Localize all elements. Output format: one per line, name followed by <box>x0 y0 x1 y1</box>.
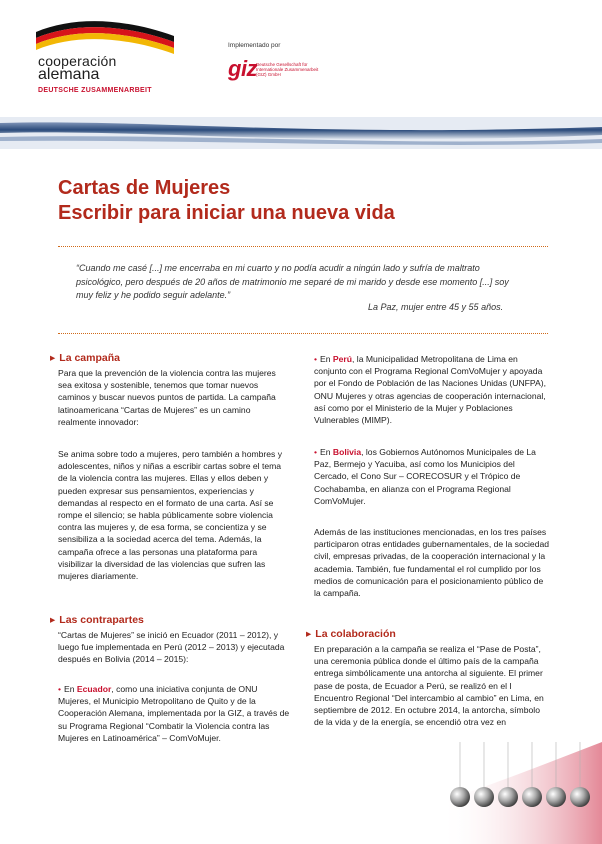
newtons-cradle-image <box>440 742 602 844</box>
german-flag-wave-logo <box>34 14 184 58</box>
campaign-paragraph-1: Para que la prevención de la violencia contra las mujeres sea exitosa y sostenible, tenemos que tomar nuevos caminos y buscar nuevos puntos de partida. La campaña latinoamericana “Cartas de Mujeres” es un camino realmente innovador: <box>58 368 276 427</box>
counterparts-paragraph: “Cartas de Mujeres” se inició en Ecuador (2011 – 2012), y luego fue implementada en Perú (2012 – 2013) y ejecutada después en Bolivia (2014 – 2015): <box>58 630 285 665</box>
logo-text-cooperacion: cooperación <box>38 53 117 69</box>
page-title-line2: Escribir para iniciar una nueva vida <box>58 202 395 224</box>
collaboration-paragraph: En preparación a la campaña se realiza el “Pase de Posta”, una ceremonia pública donde el último país de la campaña entrega simbólicamente una antorcha al siguiente. El primer pase de posta, de Ecuador a Perú, se realizó en el I Encuentro Regional “Del intercambio al cambio” en Lima, en septiembre de 2012. En octubre 2014, la antorcha, símbolo de la vida y de la energía, se encendió otra vez en <box>314 644 544 728</box>
testimony-quote: “Cuando me casé [...] me encerraba en mi cuarto y no podía acudir a ningún lado y sufría de maltrato psicológico, pero después de 20 años de matrimonio me separé de mi marido y desde ese momento [...] soy muy feliz y he podido seguir adelante.” <box>76 263 509 300</box>
divider-top <box>58 246 548 247</box>
bullet-ecuador-text: , como una iniciativa conjunta de ONU Mujeres, el Municipio Metropolitano de Quito y de la Cooperación Alemana, implementada por la GIZ, a través de su Programa Regional “Combatir la Violencia contra las Mujeres en Latinoamérica” – ComVoMujer. <box>58 684 290 743</box>
campaign-paragraph-2: Se anima sobre todo a mujeres, pero también a hombres y adolescentes, niños y niñas a escribir cartas sobre el tema de la violencia contra las mujeres. Ellas y ellos deben y pueden expresar sus pensamientos, experiencias y demandas al respecto en el formato de una carta. Así se rompe el silencio; se habla públicamente sobre violencia contra las mujeres y, de esa forma, se concientiza y se sensibiliza a la sociedad acerca del tema. Además, la campaña ofrece a las personas una plataforma para visibilizar la diversidad de las violencias que sufren las mujeres diariamente. <box>58 449 283 582</box>
bullet-bolivia-pre: En <box>320 447 333 457</box>
page-title-line1: Cartas de Mujeres <box>58 177 231 199</box>
bullet-peru-text: , la Municipalidad Metropolitana de Lima en conjunto con el Programa Regional ComVoMujer y apoyada por el Fondo de Población de las Naciones Unidas (UNFPA), ONU Mujeres y otras agencias de cooperación internacional, así como por el Ministerio de la Mujer y Poblaciones Vulnerables (MIMP). <box>314 354 546 426</box>
bullet-ecuador-pre: En <box>64 684 77 694</box>
bullet-bolivia-text: , los Gobiernos Autónomos Municipales de La Paz, Bermejo y Yacuiba, así como los Municipios del Cercado, el Cono Sur – CORECOSUR y el Trópico de Cochabamba, en alianza con el Programa Regional ComVoMujer. <box>314 447 536 506</box>
country-bolivia: Bolivia <box>332 447 362 457</box>
logo-text-alemana: alemana <box>38 66 100 83</box>
quote-attribution: La Paz, mujer entre 45 y 55 años. <box>368 302 504 312</box>
bullet-peru-pre: En <box>320 354 333 364</box>
bullet-peru <box>314 353 550 426</box>
header-banner <box>0 117 602 149</box>
divider-bottom <box>58 333 548 334</box>
institutions-paragraph: Además de las instituciones mencionadas, en los tres países participaron otras entidades gubernamentales, de la sociedad civil, empresas privadas, de la cooperación internacional y la academia. También, fue fundamental el rol cumplido por los medios de comunicación para el posicionamiento público de la campaña. <box>314 527 550 599</box>
giz-subtitle: Deutsche Gesellschaft für Internationale Zusammenarbeit (GIZ) GmbH <box>256 62 319 77</box>
heading-la-colaboracion: ▸ La colaboración <box>306 628 542 641</box>
country-ecuador: Ecuador <box>76 684 112 694</box>
heading-las-contrapartes: ▸ Las contrapartes <box>50 614 282 627</box>
bullet-bolivia <box>314 446 550 507</box>
giz-logo: giz <box>228 56 258 81</box>
heading-la-campana: ▸ La campaña <box>50 352 282 365</box>
logo-text-deutsche: DEUTSCHE ZUSAMMENARBEIT <box>38 87 152 94</box>
country-peru: Perú <box>332 354 353 364</box>
implemented-by-label: Implementado por <box>228 42 281 49</box>
bullet-ecuador <box>58 683 290 744</box>
